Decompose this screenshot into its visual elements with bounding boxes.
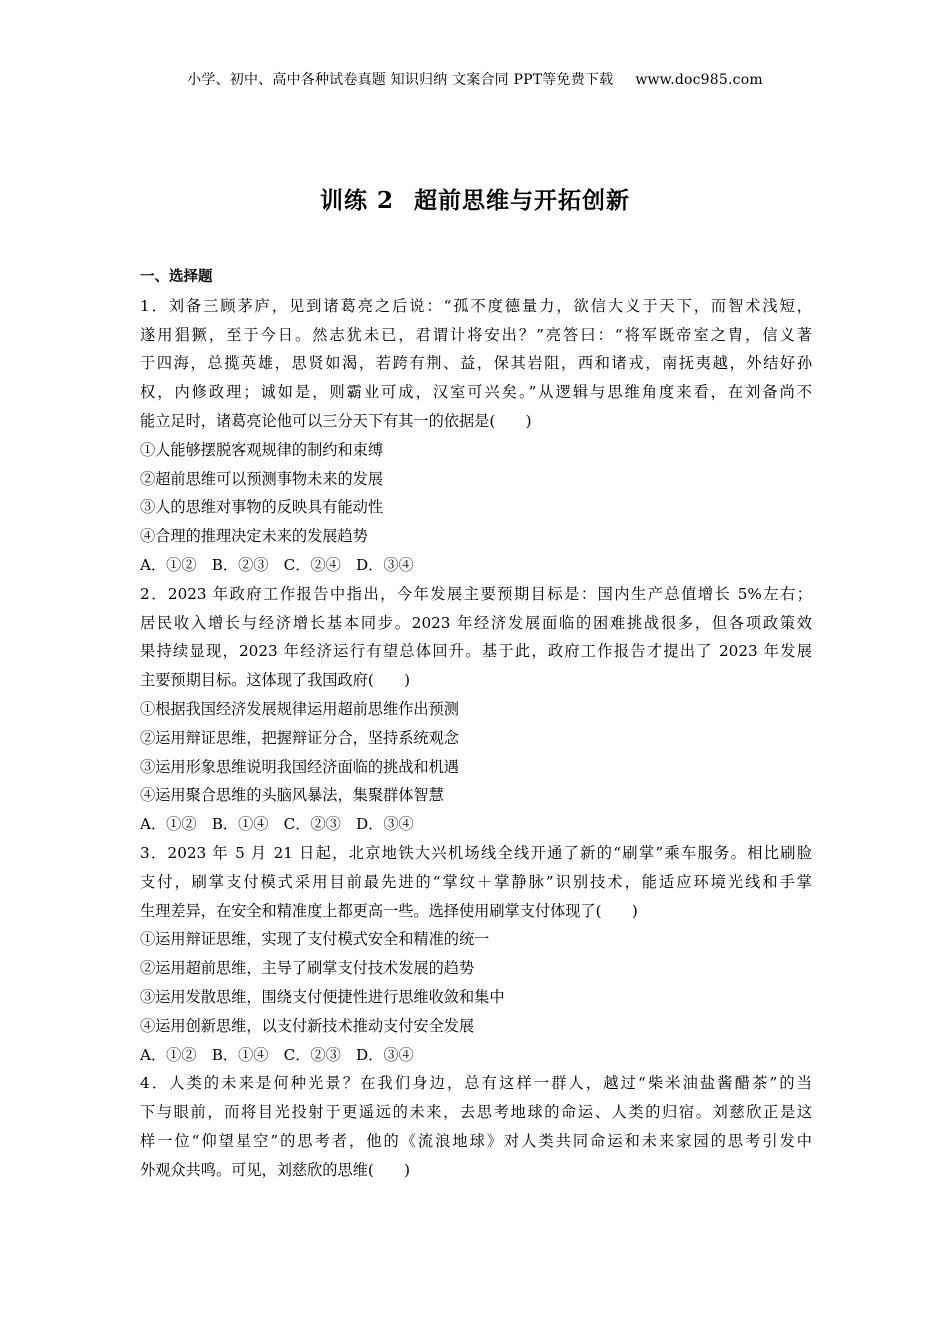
title-main: 超前思维与开拓创新 bbox=[414, 187, 630, 214]
document-body bbox=[140, 263, 812, 1185]
question-text-line: 样一位“仰望星空”的思考者，他的《流浪地球》对人类共同命运和未来家园的思考引发中 bbox=[140, 1131, 812, 1150]
page-title bbox=[0, 182, 950, 215]
question-option: ④合理的推理决定未来的发展趋势 bbox=[140, 527, 368, 546]
question-text-line: 果持续显现，2023 年经济运行有望总体回升。基于此，政府工作报告才提出了 2023 年发展 bbox=[140, 642, 812, 661]
question-2 bbox=[140, 580, 812, 839]
question-3 bbox=[140, 839, 812, 1069]
page-header bbox=[0, 69, 950, 89]
question-text-line: 下与眼前，而将目光投射于更遥远的未来，去思考地球的命运、人类的归宿。刘慈欣正是这 bbox=[140, 1103, 812, 1122]
question-option: ①根据我国经济发展规律运用超前思维作出预测 bbox=[140, 699, 459, 718]
question-text-line: 生理差异，在安全和精准度上都更高一些。选择使用刷掌支付体现了( ) bbox=[140, 901, 638, 920]
header-text: 小学、初中、高中各种试卷真题 知识归纳 文案合同 PPT等免费下载 bbox=[187, 72, 614, 88]
question-option: ④运用创新思维，以支付新技术推动支付安全发展 bbox=[140, 1016, 475, 1035]
question-text-line: 主要预期目标。这体现了我国政府( ) bbox=[140, 671, 411, 690]
answer-choices: A．①② B．②③ C．②④ D．③④ bbox=[140, 555, 414, 574]
question-text-line: 外观众共鸣。可见，刘慈欣的思维( ) bbox=[140, 1160, 411, 1179]
question-option: ④运用聚合思维的头脑风暴法，集聚群体智慧 bbox=[140, 786, 444, 805]
question-text-line: 3．2023 年 5 月 21 日起，北京地铁大兴机场线全线开通了新的“刷掌”乘车服务。相比刷脸 bbox=[140, 843, 812, 862]
question-option: ③运用形象思维说明我国经济面临的挑战和机遇 bbox=[140, 757, 459, 776]
question-text-line: 能立足时，诸葛亮论他可以三分天下有其一的依据是( ) bbox=[140, 411, 532, 430]
question-option: ③人的思维对事物的反映具有能动性 bbox=[140, 498, 383, 517]
question-text-line: 2．2023 年政府工作报告中指出，今年发展主要预期目标是：国内生产总值增长 5%左右； bbox=[140, 584, 812, 603]
section-heading: 一、选择题 bbox=[140, 269, 213, 285]
title-prefix: 训练 2 bbox=[319, 187, 394, 214]
question-text-line: 遂用猖獗，至于今日。然志犹未已，君谓计将安出？”亮答曰：“将军既帝室之胄，信义著 bbox=[140, 325, 812, 344]
question-text-line: 4．人类的未来是何种光景？在我们身边，总有这样一群人，越过“柴米油盐酱醋茶”的当 bbox=[140, 1074, 812, 1093]
question-option: ①运用辩证思维，实现了支付模式安全和精准的统一 bbox=[140, 930, 490, 949]
question-text-line: 居民收入增长与经济增长基本同步。2023 年经济发展面临的困难挑战很多，但各项政策效 bbox=[140, 613, 812, 632]
header-site-url[interactable]: www.doc985.com bbox=[635, 72, 763, 88]
answer-choices: A．①② B．①④ C．②③ D．③④ bbox=[140, 1045, 414, 1064]
question-text-line: 支付，刷掌支付模式采用目前最先进的“掌纹＋掌静脉”识别技术，能适应环境光线和手掌 bbox=[140, 872, 812, 891]
question-1 bbox=[140, 292, 812, 580]
question-option: ①人能够摆脱客观规律的制约和束缚 bbox=[140, 440, 383, 459]
question-text-line: 权，内修政理；诚如是，则霸业可成，汉室可兴矣。”从逻辑与思维角度来看，在刘备尚不 bbox=[140, 383, 812, 402]
question-option: ②超前思维可以预测事物未来的发展 bbox=[140, 469, 383, 488]
question-4 bbox=[140, 1069, 812, 1184]
question-option: ②运用辩证思维，把握辩证分合，坚持系统观念 bbox=[140, 728, 459, 747]
question-option: ②运用超前思维，主导了刷掌支付技术发展的趋势 bbox=[140, 959, 475, 978]
question-text-line: 于四海，总揽英雄，思贤如渴，若跨有荆、益，保其岩阻，西和诸戎，南抚夷越，外结好孙 bbox=[140, 354, 812, 373]
question-text-line: 1．刘备三顾茅庐，见到诸葛亮之后说：“孤不度德量力，欲信大义于天下，而智术浅短， bbox=[140, 296, 812, 315]
question-option: ③运用发散思维，围绕支付便捷性进行思维收敛和集中 bbox=[140, 987, 505, 1006]
answer-choices: A．①② B．①④ C．②③ D．③④ bbox=[140, 815, 414, 834]
